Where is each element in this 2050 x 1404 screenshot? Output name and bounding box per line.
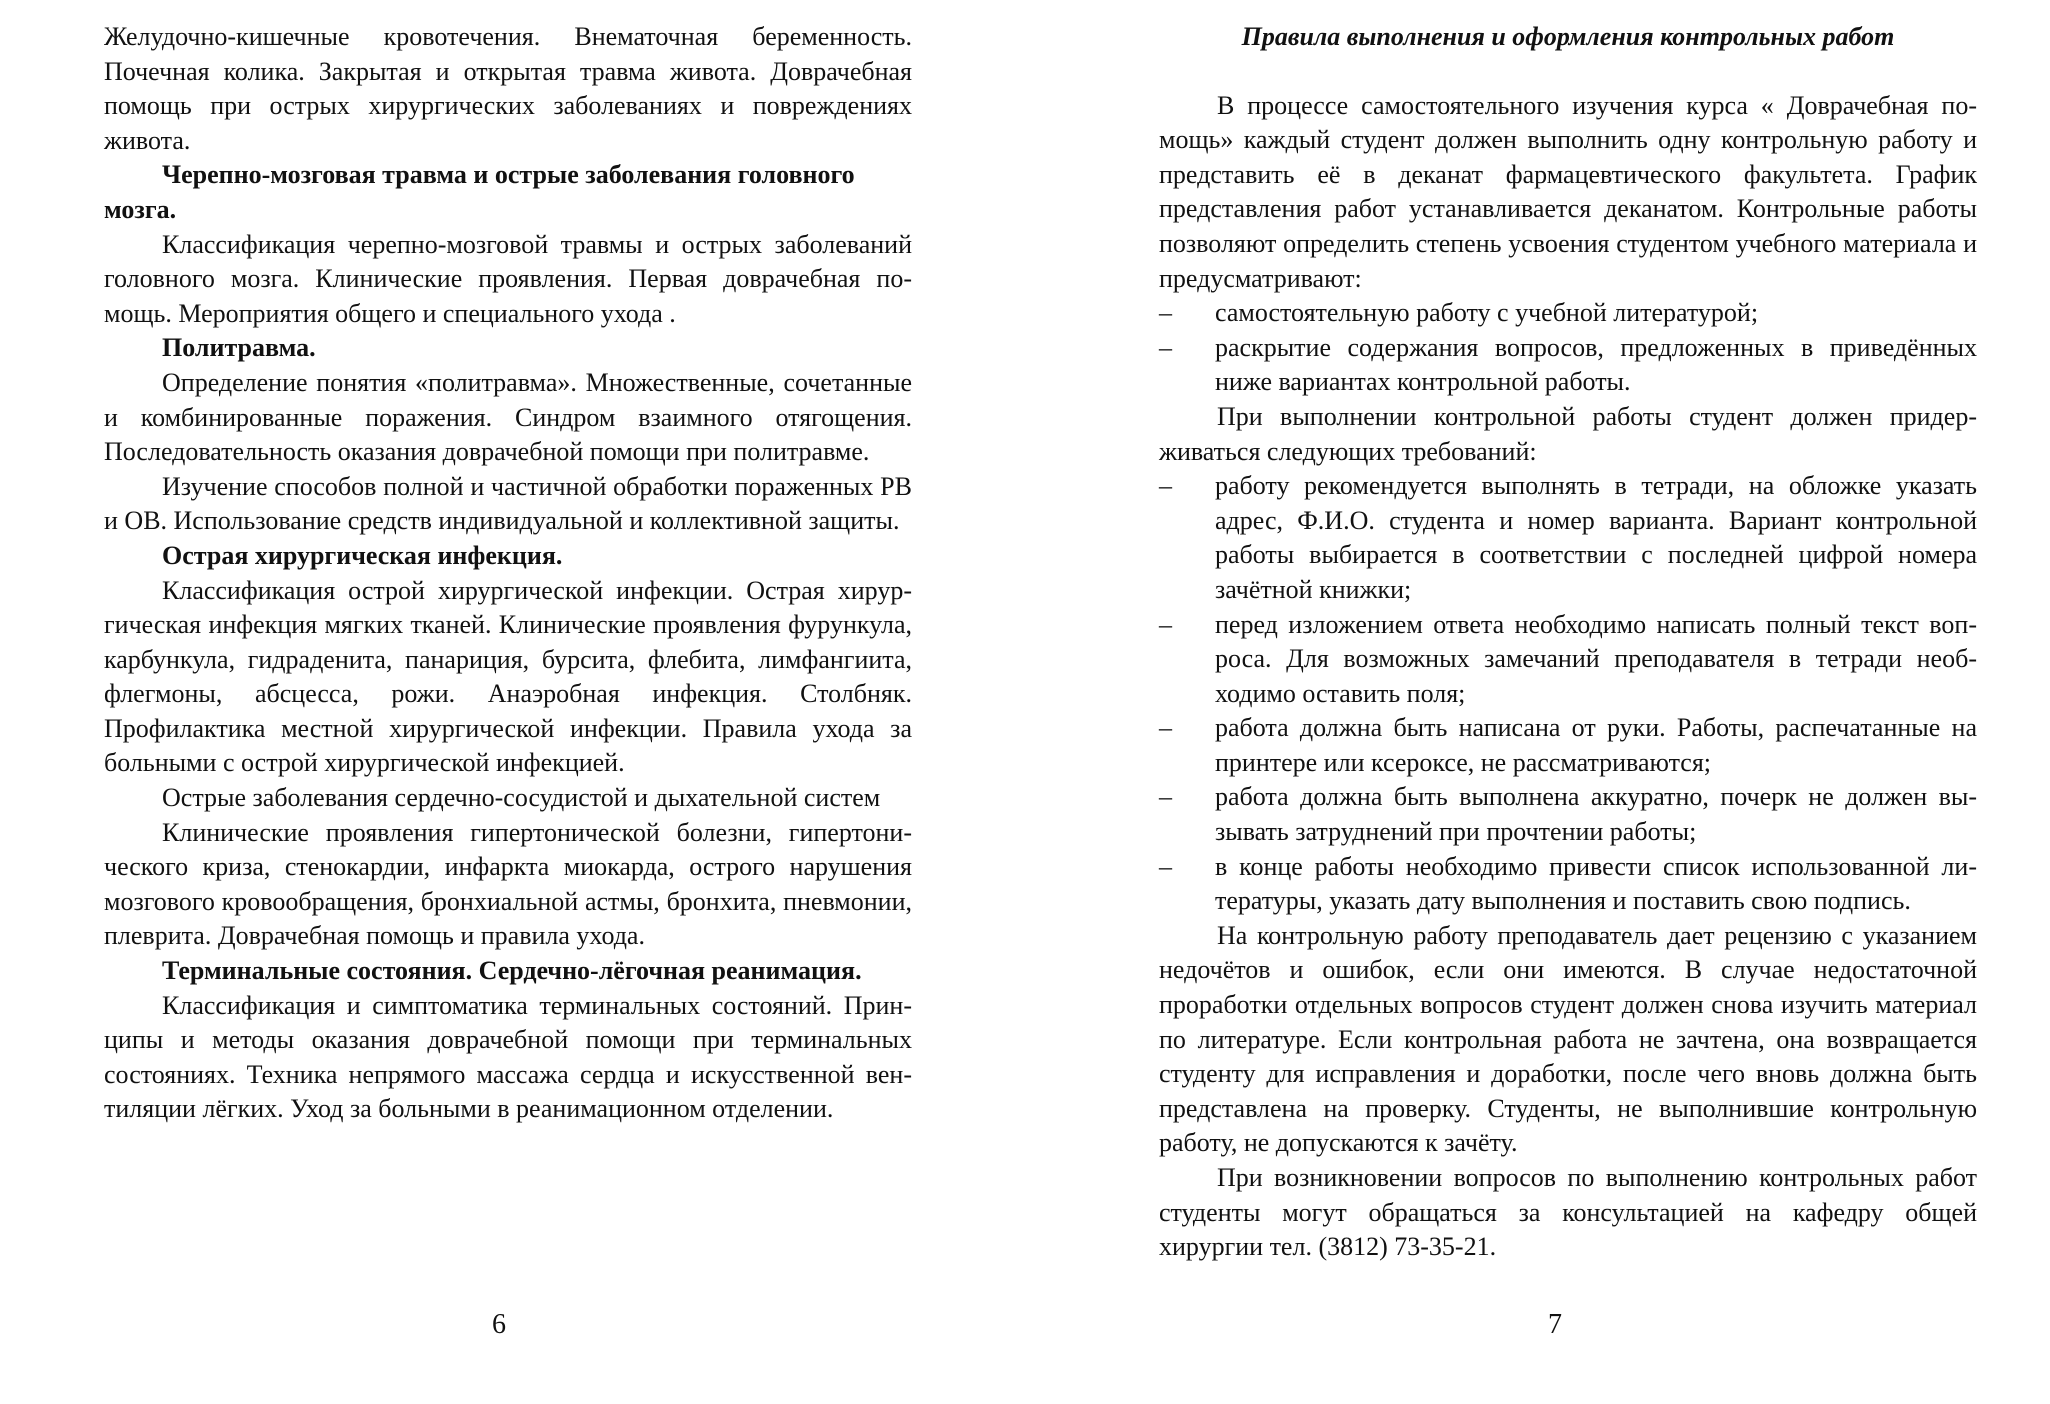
list-item-text: в конце работы необходимо привести список использованной литературы, указать дату выполнения и поставить свою подпись.: [1215, 851, 1977, 916]
study-forms-list: [1159, 296, 1977, 400]
review-paragraph: На контрольную работу преподаватель дает рецензию с указанием недочётов и ошибок, если они имеются. В случае недостаточной проработки отдельных вопросов студент должен снова изучить материал по литературе. Если контрольная работа не зачтена, она возвращается студенту для исправления и доработки, после чего вновь должна быть представлена на проверку. Студенты, не выполнившие контрольную работу, не допускаются к зачёту.: [1159, 920, 1977, 1158]
list-item: [1159, 296, 1977, 331]
list-item: [1159, 711, 1977, 780]
paragraph: Определение понятия «политравма». Множественные, сочетанные и комбинированные поражения. Синдром взаимного отягощения. Последовательность оказания доврачебной помощи при политравме.: [104, 367, 912, 467]
dash-marker: –: [1159, 609, 1172, 639]
paragraph: Классификация черепно-мозговой травмы и острых заболеваний головного мозга. Клинические проявления. Первая доврачебная помощь. Мероприятия общего и специального ухода .: [104, 229, 912, 328]
paragraph: Изучение способов полной и частичной обработки пораженных РВ и ОВ. Использование средств индивидуальной и коллективной защиты.: [104, 471, 912, 536]
page-number-right: 7: [1548, 1309, 1562, 1340]
dash-marker: –: [1159, 782, 1172, 812]
section-heading: Острая хирургическая инфекция.: [162, 540, 563, 570]
section-heading: Политравма.: [162, 333, 316, 363]
dash-marker: –: [1159, 332, 1172, 362]
list-item-text: раскрытие содержания вопросов, предложенных в приведённых ниже вариантах контрольной работы.: [1215, 332, 1977, 397]
intro-paragraph: В процессе самостоятельного изучения курса « Доврачебная помощь» каждый студент должен выполнить одну контрольную работу и представить её в деканат фармацевтического факультета. График представления работ устанавливается деканатом. Контрольные работы позволяют определить степень усвоения студентом учебного материала и предусматривают:: [1159, 90, 1977, 293]
page-number-left: 6: [492, 1309, 506, 1340]
dash-marker: –: [1159, 298, 1172, 328]
contact-paragraph: При возникновении вопросов по выполнению контрольных работ студенты могут обращаться за консультацией на кафедру общей хирургии тел. (3812) 73-35-21.: [1159, 1163, 1977, 1262]
dash-marker: –: [1159, 471, 1172, 501]
list-item: [1159, 780, 1977, 849]
section-title: Правила выполнения и оформления контрольных работ: [1241, 22, 1895, 51]
list-item: [1159, 331, 1977, 400]
left-page-text: [104, 20, 912, 1127]
section-heading: Черепно-мозговая травма и острые заболевания головного мозга.: [104, 160, 855, 224]
dash-marker: –: [1159, 851, 1172, 881]
paragraph: Классификация острой хирургической инфекции. Острая хирургическая инфекция мягких тканей. Клинические проявления фурункула, карбункула, гидраденита, панариция, бурсита, флебита, лимфангиита, флегмоны, абсцесса, рожи. Анаэробная инфекция. Столбняк. Профилактика местной хирургической инфекции. Правила ухода за больными с острой хирургической инфекцией.: [104, 575, 912, 778]
paragraph: Острые заболевания сердечно-сосудистой и дыхательной систем: [162, 783, 881, 813]
list-item: [1159, 608, 1977, 712]
list-item-text: перед изложением ответа необходимо написать полный текст вопроса. Для возможных замечаний преподавателя в тетради необходимо оставить поля;: [1215, 609, 1977, 708]
list-item-text: работу рекомендуется выполнять в тетради, на обложке указать адрес, Ф.И.О. студента и номер варианта. Вариант контрольной работы выбирается в соответствии с последней цифрой номера зачётной книжки;: [1215, 471, 1977, 604]
list-item-text: работа должна быть написана от руки. Работы, распечатанные на принтере или ксероксе, не рассматриваются;: [1215, 713, 1977, 777]
list-item-text: самостоятельную работу с учебной литературой;: [1215, 298, 1759, 328]
paragraph: Классификация и симптоматика терминальных состояний. Принципы и методы оказания доврачебной помощи при терминальных состояниях. Техника непрямого массажа сердца и искусственной вентиляции лёгких. Уход за больными в реанимационном отделении.: [104, 990, 912, 1124]
right-page: [1025, 0, 2050, 1404]
requirements-list: [1159, 469, 1977, 919]
requirements-intro: При выполнении контрольной работы студент должен придерживаться следующих требований:: [1159, 401, 1977, 466]
list-item-text: работа должна быть выполнена аккуратно, почерк не должен вызывать затруднений при прочтении работы;: [1215, 782, 1977, 847]
paragraph: Желудочно-кишечные кровотечения. Внематочная беременность. Почечная колика. Закрытая и открытая травма живота. Доврачебная помощь при острых хирургических заболеваниях и повреждениях живота.: [104, 22, 912, 155]
right-page-text: [1159, 20, 1977, 1265]
list-item: [1159, 850, 1977, 919]
section-heading: Терминальные состояния. Сердечно-лёгочная реанимация.: [162, 956, 862, 986]
dash-marker: –: [1159, 713, 1172, 743]
paragraph: Клинические проявления гипертонической болезни, гипертонического криза, стенокардии, инфаркта миокарда, острого нарушения мозгового кровообращения, бронхиальной астмы, бронхита, пневмонии, плеврита. Доврачебная помощь и правила ухода.: [104, 817, 912, 951]
list-item: [1159, 469, 1977, 607]
